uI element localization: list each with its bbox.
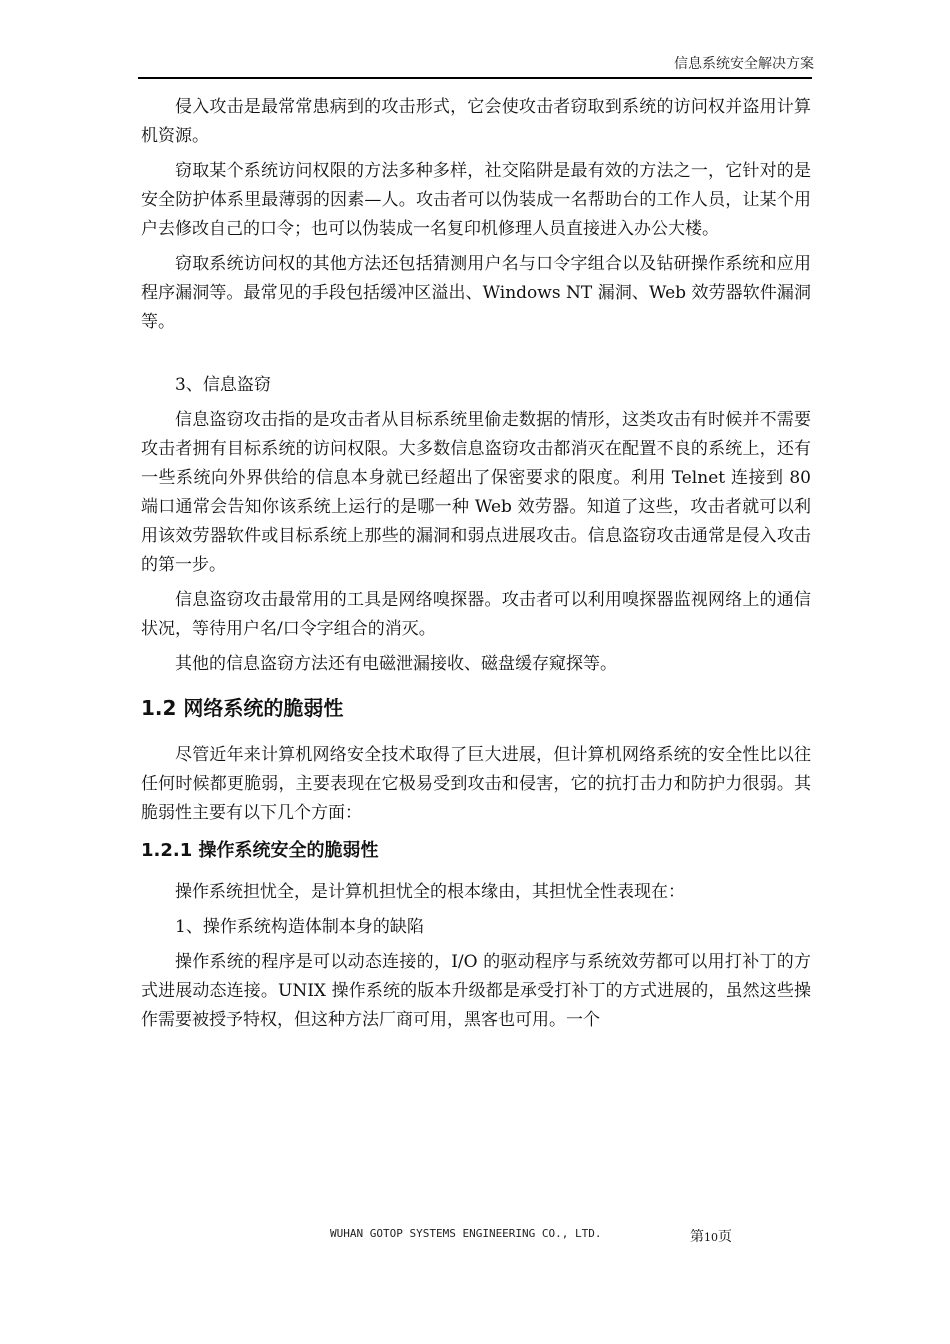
list-item-information-theft: 3、信息盗窃 xyxy=(175,375,271,395)
paragraph-social-engineering: 窃取某个系统访问权限的方法多种多样，社交陷阱是最有效的方法之一，它针对的是安全防护体系里最薄弱的因素—人。攻击者可以伪装成一名帮助台的工作人员，让某个用户去修改自己的口令；也可以伪装成一名复印机修理人员直接进入办公大楼。 xyxy=(141,161,811,239)
subsection-heading-os-vulnerability: 1.2.1 操作系统安全的脆弱性 xyxy=(141,840,379,861)
paragraph-intrusion-attack: 侵入攻击是最常常患病到的攻击形式，它会使攻击者窃取到系统的访问权并盗用计算机资源。 xyxy=(141,97,811,146)
paragraph-dynamic-linking: 操作系统的程序是可以动态连接的，I/O 的驱动程序与系统效劳都可以用打补丁的方式进展动态连接。UNIX 操作系统的版本升级都是承受打补丁的方式进展的，虽然这些操作需要被授予特权，但这种方法厂商可用，黑客也可用。一个 xyxy=(141,952,811,1030)
header-divider xyxy=(138,77,812,79)
document-body xyxy=(141,93,811,1041)
paragraph-os-insecurity: 操作系统担忧全，是计算机担忧全的根本缘由，其担忧全性表现在： xyxy=(175,882,685,902)
paragraph-information-theft: 信息盗窃攻击指的是攻击者从目标系统里偷走数据的情形，这类攻击有时候并不需要攻击者拥有目标系统的访问权限。大多数信息盗窃攻击都消灭在配置不良的系统上，还有一些系统向外界供给的信息本身就已经超出了保密要求的限度。利用 Telnet 连接到 80 端口通常会告知你该系统上运行的是哪一种 Web 效劳器。知道了这些，攻击者就可以利用该效劳器软件或目标系统上那些的漏洞和弱点进展攻击。信息盗窃攻击通常是侵入攻击的第一步。 xyxy=(141,410,811,575)
paragraph-sniffer: 信息盗窃攻击最常用的工具是网络嗅探器。攻击者可以利用嗅探器监视网络上的通信状况，等待用户名/口令字组合的消灭。 xyxy=(141,590,811,639)
paragraph-other-theft-methods: 其他的信息盗窃方法还有电磁泄漏接收、磁盘缓存窥探等。 xyxy=(175,654,617,674)
paragraph-access-methods: 窃取系统访问权的其他方法还包括猜测用户名与口令字组合以及钻研操作系统和应用程序漏洞等。最常见的手段包括缓冲区溢出、Windows NT 漏洞、Web 效劳器软件漏洞等。 xyxy=(141,254,811,332)
list-item-os-architecture-defect: 1、操作系统构造体制本身的缺陷 xyxy=(175,917,424,937)
page-number xyxy=(690,1226,732,1246)
paragraph-network-vulnerability: 尽管近年来计算机网络安全技术取得了巨大进展，但计算机网络系统的安全性比以往任何时候都更脆弱，主要表现在它极易受到攻击和侵害，它的抗打击力和防护力很弱。其脆弱性主要有以下几个方面： xyxy=(141,745,811,823)
section-heading-network-vulnerability: 1.2 网络系统的脆弱性 xyxy=(141,696,344,720)
page-number-value: 10 xyxy=(704,1231,718,1244)
page-number-suffix: 页 xyxy=(718,1229,732,1245)
page-number-prefix: 第 xyxy=(690,1229,704,1245)
header-title: 信息系统安全解决方案 xyxy=(674,56,814,72)
footer-company: WUHAN GOTOP SYSTEMS ENGINEERING CO., LTD. xyxy=(330,1227,602,1240)
